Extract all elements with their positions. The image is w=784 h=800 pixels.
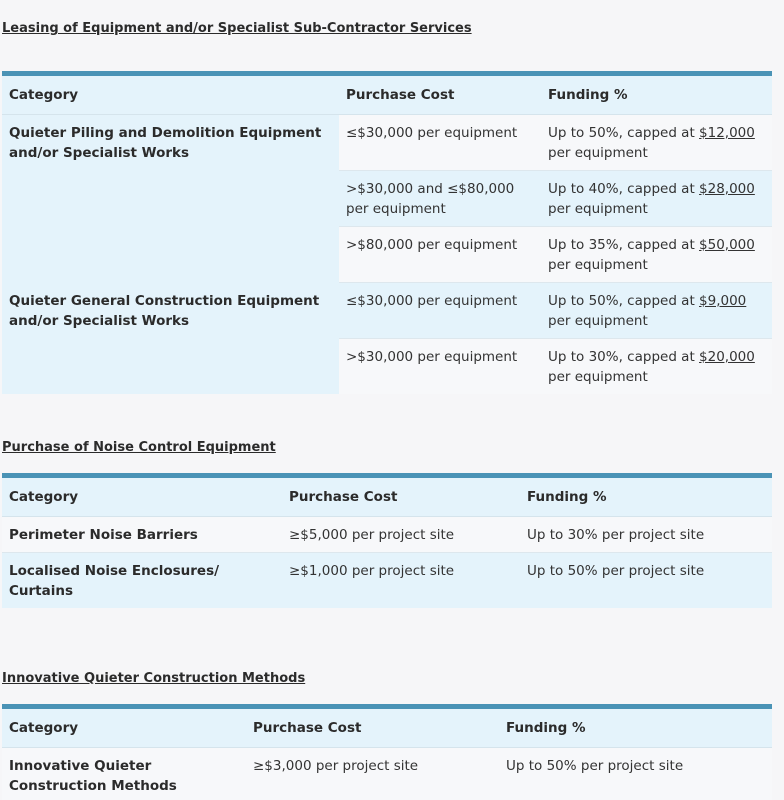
funding-cell: Up to 50% per project site: [520, 553, 772, 609]
header-purchase-cost: Purchase Cost: [282, 476, 520, 517]
funding-text: Up to 50%, capped at: [548, 125, 700, 141]
funding-cell: [541, 115, 772, 171]
cost-cell: ≥$5,000 per project site: [282, 517, 520, 553]
funding-text: per equipment: [548, 257, 648, 273]
header-category: Category: [2, 707, 246, 748]
innovative-methods-table: [2, 704, 772, 800]
funding-text: Up to 50%, capped at: [548, 293, 700, 309]
category-cell: Perimeter Noise Barriers: [2, 517, 282, 553]
header-category: Category: [2, 74, 339, 115]
category-cell: Localised Noise Enclosures/ Curtains: [2, 553, 282, 609]
table-row: [2, 517, 772, 553]
funding-cell: [541, 339, 772, 395]
category-cell: Quieter General Construction Equipment and/or Specialist Works: [2, 283, 339, 395]
funding-cell: [541, 171, 772, 227]
cost-cell: >$30,000 and ≤$80,000 per equipment: [339, 171, 541, 227]
funding-cap: $20,000: [699, 349, 755, 365]
cost-cell: >$30,000 per equipment: [339, 339, 541, 395]
header-purchase-cost: Purchase Cost: [246, 707, 499, 748]
funding-cell: [541, 283, 772, 339]
funding-text: per equipment: [548, 313, 648, 329]
table-header-row: [2, 707, 772, 748]
cost-cell: ≤$30,000 per equipment: [339, 283, 541, 339]
header-category: Category: [2, 476, 282, 517]
header-funding: Funding %: [499, 707, 772, 748]
funding-text: Up to 35%, capped at: [548, 237, 700, 253]
table-row: [2, 748, 772, 800]
header-funding: Funding %: [541, 74, 772, 115]
table-row: [2, 553, 772, 609]
funding-text: Up to 40%, capped at: [548, 181, 700, 197]
category-cell: Quieter Piling and Demolition Equipment and/or Specialist Works: [2, 115, 339, 283]
funding-cell: Up to 50% per project site: [499, 748, 772, 800]
funding-cap: $28,000: [699, 181, 755, 197]
cost-cell: >$80,000 per equipment: [339, 227, 541, 283]
section-title-leasing: Leasing of Equipment and/or Specialist Sub-Contractor Services: [2, 21, 472, 36]
funding-cap: $50,000: [699, 237, 755, 253]
cost-cell: ≥$3,000 per project site: [246, 748, 499, 800]
table-row: [2, 283, 772, 339]
funding-cap: $12,000: [699, 125, 755, 141]
section-title-noise-control: Purchase of Noise Control Equipment: [2, 440, 276, 455]
category-cell: Innovative Quieter Construction Methods: [2, 748, 246, 800]
header-funding: Funding %: [520, 476, 772, 517]
cost-cell: ≤$30,000 per equipment: [339, 115, 541, 171]
funding-cell: Up to 30% per project site: [520, 517, 772, 553]
header-purchase-cost: Purchase Cost: [339, 74, 541, 115]
funding-text: per equipment: [548, 201, 648, 217]
table-header-row: [2, 74, 772, 115]
funding-cap: $9,000: [699, 293, 747, 309]
funding-text: per equipment: [548, 145, 648, 161]
section-title-innovative-methods: Innovative Quieter Construction Methods: [2, 671, 306, 686]
cost-cell: ≥$1,000 per project site: [282, 553, 520, 609]
funding-text: per equipment: [548, 369, 648, 385]
table-header-row: [2, 476, 772, 517]
funding-cell: [541, 227, 772, 283]
leasing-table: [2, 71, 772, 394]
funding-text: Up to 30%, capped at: [548, 349, 700, 365]
table-row: [2, 115, 772, 171]
noise-control-table: [2, 473, 772, 608]
